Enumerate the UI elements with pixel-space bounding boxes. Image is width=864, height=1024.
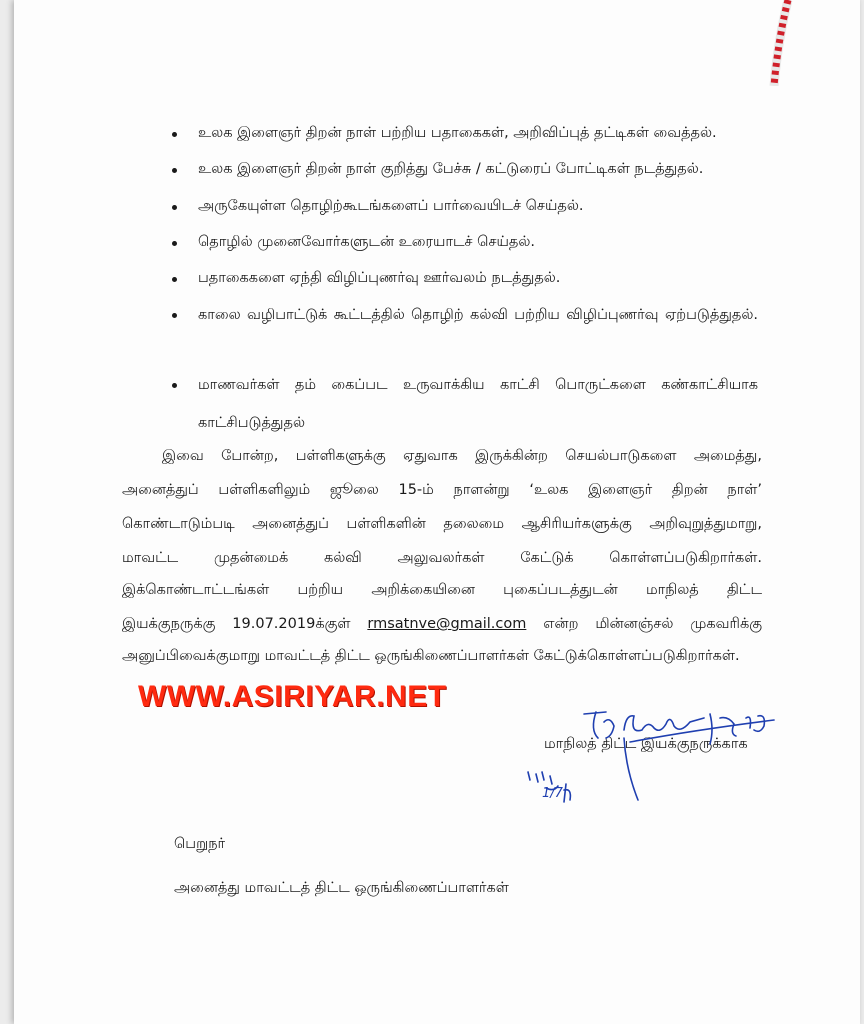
bullet-text: அருகேயுள்ள தொழிற்கூடங்களைப் பார்வையிடச் செய்தல். (198, 198, 584, 214)
bullet-icon (172, 168, 177, 173)
paragraph-line: கொண்டாடும்படி அனைத்துப் பள்ளிகளின் தலைமை ஆசிரியர்களுக்கு அறிவுறுத்துமாறு, (122, 516, 762, 532)
email-address: rmsatnve@gmail.com (367, 616, 527, 632)
paragraph-line: இக்கொண்டாட்டங்கள் பற்றிய அறிக்கையினை புகைப்படத்துடன் மாநிலத் திட்ட (122, 582, 762, 598)
signature-date: 1/7 (542, 786, 563, 801)
bullet-text: தொழில் முனைவோர்களுடன் உரையாடச் செய்தல். (198, 234, 536, 250)
paragraph-line: மாவட்ட முதன்மைக் கல்வி அலுவலர்கள் கேட்டுக் கொள்ளப்படுகிறார்கள். (122, 550, 762, 566)
paragraph-line: அனைத்துப் பள்ளிகளிலும் ஜூலை 15-ம் நாளன்று ‘உலக இளைஞர் திறன் நாள்’ (122, 482, 762, 498)
paragraph-line (122, 616, 762, 634)
recipient-label: பெறுநர் (174, 836, 226, 852)
paragraph-line: அனுப்பிவைக்குமாறு மாவட்டத் திட்ட ஒருங்கிணைப்பாளர்கள் கேட்டுக்கொள்ளப்படுகிறார்கள். (122, 648, 740, 664)
signature (514, 700, 794, 820)
watermark-text: WWW.ASIRIYAR.NET (138, 680, 447, 713)
bullet-icon (172, 383, 177, 388)
bullet-text: காலை வழிபாட்டுக் கூட்டத்தில் தொழிற் கல்வி பற்றிய விழிப்புணர்வு ஏற்படுத்துதல். (198, 307, 758, 323)
bullet-text: பதாகைகளை ஏந்தி விழிப்புணர்வு ஊர்வலம் நடத்துதல். (198, 270, 561, 286)
recipient-text: அனைத்து மாவட்டத் திட்ட ஒருங்கிணைப்பாளர்கள் (174, 880, 509, 896)
signatory-title: மாநிலத் திட்ட இயக்குநருக்காக (544, 736, 748, 752)
paragraph-text: என்ற மின்னஞ்சல் முகவரிக்கு (543, 616, 763, 632)
bullet-icon (172, 241, 177, 246)
bullet-text: மாணவர்கள் தம் கைப்பட உருவாக்கிய காட்சி பொருட்களை கண்காட்சியாக காட்சிபடுத்துதல் (198, 377, 758, 431)
bullet-icon (172, 205, 177, 210)
bullet-icon (172, 313, 177, 318)
bullet-text: உலக இளைஞர் திறன் நாள் பற்றிய பதாகைகள், அறிவிப்புத் தட்டிகள் வைத்தல். (198, 125, 717, 141)
paragraph-text: இயக்குநருக்கு 19.07.2019க்குள் (122, 616, 351, 632)
bullet-text: உலக இளைஞர் திறன் நாள் குறித்து பேச்சு / கட்டுரைப் போட்டிகள் நடத்துதல். (198, 161, 704, 177)
bullet-icon (172, 132, 177, 137)
bullet-icon (172, 277, 177, 282)
document-page (14, 0, 860, 1024)
paragraph-line: இவை போன்ற, பள்ளிகளுக்கு ஏதுவாக இருக்கின்ற செயல்பாடுகளை அமைத்து, (162, 448, 762, 464)
thread-decoration (766, 0, 796, 86)
